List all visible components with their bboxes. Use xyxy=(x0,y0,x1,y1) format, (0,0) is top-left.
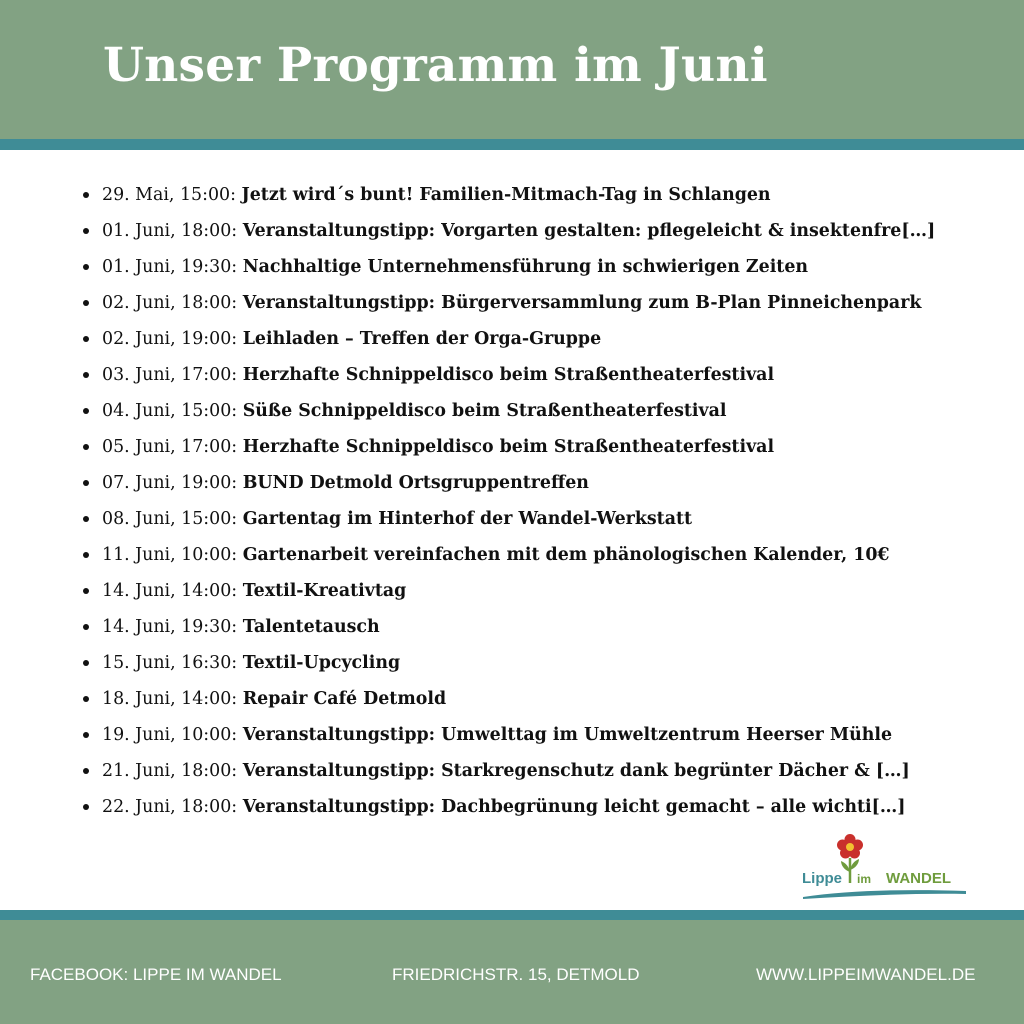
event-date-time: 08. Juni, 15:00: xyxy=(102,509,238,529)
event-date-time: 07. Juni, 19:00: xyxy=(102,473,238,493)
event-title: Veranstaltungstipp: Dachbegrünung leicht gemacht – alle wichti[…] xyxy=(242,797,906,817)
event-title: Textil-Kreativtag xyxy=(242,581,407,601)
event-item xyxy=(80,321,1010,357)
bullet-icon xyxy=(83,732,89,738)
bullet-icon xyxy=(83,336,89,342)
event-item xyxy=(80,681,1010,717)
event-item xyxy=(80,429,1010,465)
event-title: Gartenarbeit vereinfachen mit dem phänologischen Kalender, 10€ xyxy=(242,545,890,565)
logo-word-im: im xyxy=(857,872,872,886)
bullet-icon xyxy=(83,660,89,666)
event-item xyxy=(80,177,1010,213)
logo-word-wandel: WANDEL xyxy=(886,870,951,887)
event-item xyxy=(80,285,1010,321)
bullet-icon xyxy=(83,444,89,450)
bullet-icon xyxy=(83,300,89,306)
event-date-time: 05. Juni, 17:00: xyxy=(102,437,238,457)
event-item xyxy=(80,717,1010,753)
event-title: Süße Schnippeldisco beim Straßentheaterfestival xyxy=(242,401,727,421)
event-date-time: 19. Juni, 10:00: xyxy=(102,725,238,745)
event-date-time: 01. Juni, 19:30: xyxy=(102,257,238,277)
bullet-icon xyxy=(83,372,89,378)
event-title: Nachhaltige Unternehmensführung in schwierigen Zeiten xyxy=(242,257,809,277)
bullet-icon xyxy=(83,624,89,630)
event-item xyxy=(80,357,1010,393)
event-item xyxy=(80,501,1010,537)
event-date-time: 02. Juni, 18:00: xyxy=(102,293,238,313)
event-date-time: 18. Juni, 14:00: xyxy=(102,689,238,709)
event-title: Talentetausch xyxy=(242,617,380,637)
bullet-icon xyxy=(83,552,89,558)
bullet-icon xyxy=(83,408,89,414)
event-item xyxy=(80,573,1010,609)
event-title: BUND Detmold Ortsgruppentreffen xyxy=(242,473,589,493)
event-date-time: 14. Juni, 19:30: xyxy=(102,617,238,637)
lippe-im-wandel-logo xyxy=(800,834,970,902)
event-date-time: 29. Mai, 15:00: xyxy=(102,185,236,205)
bullet-icon xyxy=(83,804,89,810)
footer-website: WWW.LIPPEIMWANDEL.DE xyxy=(756,965,976,984)
event-item xyxy=(80,249,1010,285)
bullet-icon xyxy=(83,192,89,198)
event-item xyxy=(80,465,1010,501)
event-date-time: 11. Juni, 10:00: xyxy=(102,545,238,565)
header-band xyxy=(0,0,1024,139)
event-title: Veranstaltungstipp: Vorgarten gestalten: pflegeleicht & insektenfre[…] xyxy=(242,221,936,241)
event-title: Gartentag im Hinterhof der Wandel-Werkstatt xyxy=(242,509,693,529)
event-date-time: 02. Juni, 19:00: xyxy=(102,329,238,349)
event-date-time: 22. Juni, 18:00: xyxy=(102,797,238,817)
event-date-time: 14. Juni, 14:00: xyxy=(102,581,238,601)
event-date-time: 03. Juni, 17:00: xyxy=(102,365,238,385)
event-item xyxy=(80,645,1010,681)
event-title: Leihladen – Treffen der Orga-Gruppe xyxy=(242,329,602,349)
event-item xyxy=(80,753,1010,789)
bullet-icon xyxy=(83,516,89,522)
event-item xyxy=(80,789,1010,825)
logo-word-lippe: Lippe xyxy=(802,870,842,887)
bullet-icon xyxy=(83,264,89,270)
bullet-icon xyxy=(83,228,89,234)
footer-facebook: FACEBOOK: LIPPE IM WANDEL xyxy=(30,965,282,984)
event-title: Jetzt wird´s bunt! Familien-Mitmach-Tag in Schlangen xyxy=(241,185,771,205)
event-date-time: 01. Juni, 18:00: xyxy=(102,221,238,241)
event-item xyxy=(80,609,1010,645)
event-title: Herzhafte Schnippeldisco beim Straßentheaterfestival xyxy=(242,437,775,457)
bullet-icon xyxy=(83,768,89,774)
page-title: Unser Programm im Juni xyxy=(103,38,768,93)
event-title: Textil-Upcycling xyxy=(242,653,401,673)
event-item xyxy=(80,393,1010,429)
footer-address: FRIEDRICHSTR. 15, DETMOLD xyxy=(392,965,640,984)
event-date-time: 15. Juni, 16:30: xyxy=(102,653,238,673)
header-stripe xyxy=(0,139,1024,150)
event-title: Veranstaltungstipp: Bürgerversammlung zum B-Plan Pinneichenpark xyxy=(242,293,922,313)
bullet-icon xyxy=(83,480,89,486)
event-title: Veranstaltungstipp: Umwelttag im Umweltzentrum Heerser Mühle xyxy=(242,725,893,745)
event-title: Veranstaltungstipp: Starkregenschutz dank begrünter Dächer & […] xyxy=(242,761,910,781)
event-date-time: 21. Juni, 18:00: xyxy=(102,761,238,781)
event-date-time: 04. Juni, 15:00: xyxy=(102,401,238,421)
bullet-icon xyxy=(83,696,89,702)
event-list xyxy=(80,177,1010,825)
logo-swoosh xyxy=(803,890,966,899)
event-title: Repair Café Detmold xyxy=(242,689,447,709)
footer-stripe xyxy=(0,910,1024,920)
event-item xyxy=(80,213,1010,249)
event-title: Herzhafte Schnippeldisco beim Straßentheaterfestival xyxy=(242,365,775,385)
event-item xyxy=(80,537,1010,573)
bullet-icon xyxy=(83,588,89,594)
